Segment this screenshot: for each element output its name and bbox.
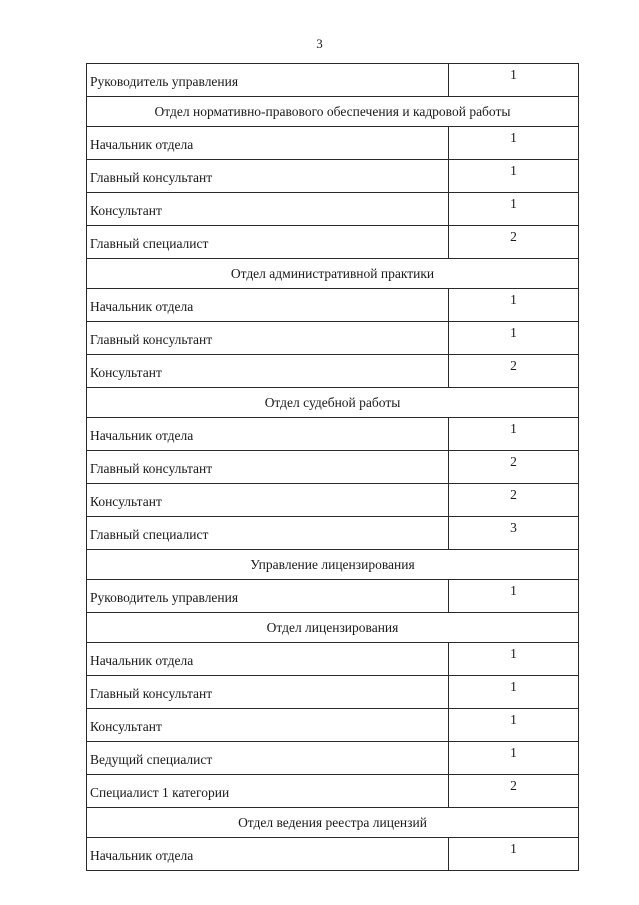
section-title: Отдел нормативно-правового обеспечения и кадровой работы bbox=[87, 97, 579, 127]
position-row bbox=[87, 193, 579, 226]
position-count: 2 bbox=[449, 355, 579, 388]
position-row bbox=[87, 160, 579, 193]
section-header-row bbox=[87, 97, 579, 127]
position-count: 2 bbox=[449, 775, 579, 808]
position-title: Ведущий специалист bbox=[87, 742, 449, 775]
position-row bbox=[87, 580, 579, 613]
position-title: Консультант bbox=[87, 193, 449, 226]
position-title: Руководитель управления bbox=[87, 64, 449, 97]
section-header-row bbox=[87, 388, 579, 418]
position-title: Консультант bbox=[87, 484, 449, 517]
position-title: Начальник отдела bbox=[87, 418, 449, 451]
position-title: Главный консультант bbox=[87, 160, 449, 193]
position-row bbox=[87, 775, 579, 808]
position-count: 2 bbox=[449, 226, 579, 259]
staffing-table-body bbox=[87, 64, 579, 871]
position-count: 1 bbox=[449, 709, 579, 742]
position-title: Главный консультант bbox=[87, 322, 449, 355]
position-row bbox=[87, 742, 579, 775]
position-count: 1 bbox=[449, 127, 579, 160]
section-header-row bbox=[87, 613, 579, 643]
position-row bbox=[87, 709, 579, 742]
section-header-row bbox=[87, 550, 579, 580]
position-count: 1 bbox=[449, 289, 579, 322]
position-title: Начальник отдела bbox=[87, 838, 449, 871]
section-title: Отдел лицензирования bbox=[87, 613, 579, 643]
position-title: Главный специалист bbox=[87, 517, 449, 550]
position-title: Специалист 1 категории bbox=[87, 775, 449, 808]
section-header-row bbox=[87, 808, 579, 838]
position-title: Главный консультант bbox=[87, 676, 449, 709]
position-row bbox=[87, 517, 579, 550]
position-title: Начальник отдела bbox=[87, 127, 449, 160]
position-title: Начальник отдела bbox=[87, 289, 449, 322]
position-count: 1 bbox=[449, 580, 579, 613]
section-title: Отдел судебной работы bbox=[87, 388, 579, 418]
position-row bbox=[87, 355, 579, 388]
position-row bbox=[87, 643, 579, 676]
position-title: Начальник отдела bbox=[87, 643, 449, 676]
position-count: 1 bbox=[449, 418, 579, 451]
section-title: Управление лицензирования bbox=[87, 550, 579, 580]
position-title: Консультант bbox=[87, 355, 449, 388]
position-count: 1 bbox=[449, 193, 579, 226]
position-row bbox=[87, 451, 579, 484]
position-count: 1 bbox=[449, 64, 579, 97]
position-count: 1 bbox=[449, 160, 579, 193]
position-row bbox=[87, 418, 579, 451]
position-count: 1 bbox=[449, 742, 579, 775]
position-count: 1 bbox=[449, 643, 579, 676]
page-number: 3 bbox=[316, 36, 323, 51]
position-row bbox=[87, 127, 579, 160]
position-count: 2 bbox=[449, 451, 579, 484]
position-count: 1 bbox=[449, 322, 579, 355]
position-title: Главный специалист bbox=[87, 226, 449, 259]
position-row bbox=[87, 64, 579, 97]
position-row bbox=[87, 676, 579, 709]
staffing-table bbox=[86, 63, 579, 871]
position-row bbox=[87, 838, 579, 871]
position-title: Консультант bbox=[87, 709, 449, 742]
section-title: Отдел административной практики bbox=[87, 259, 579, 289]
position-count: 1 bbox=[449, 676, 579, 709]
position-row bbox=[87, 289, 579, 322]
position-title: Руководитель управления bbox=[87, 580, 449, 613]
position-row bbox=[87, 484, 579, 517]
position-row bbox=[87, 226, 579, 259]
position-title: Главный консультант bbox=[87, 451, 449, 484]
position-row bbox=[87, 322, 579, 355]
position-count: 3 bbox=[449, 517, 579, 550]
section-header-row bbox=[87, 259, 579, 289]
position-count: 1 bbox=[449, 838, 579, 871]
position-count: 2 bbox=[449, 484, 579, 517]
section-title: Отдел ведения реестра лицензий bbox=[87, 808, 579, 838]
